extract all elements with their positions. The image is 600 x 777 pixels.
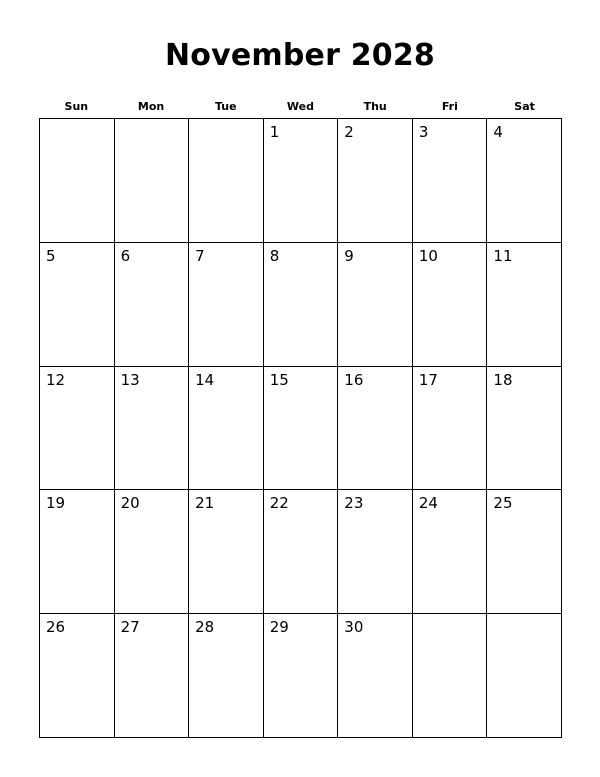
day-number: 17 — [418, 370, 438, 389]
day-cell[interactable] — [338, 490, 413, 614]
day-number: 21 — [195, 494, 215, 513]
day-number: 1 — [269, 123, 280, 141]
calendar-title: November 2028 — [164, 38, 436, 73]
day-cell[interactable] — [264, 367, 339, 491]
day-cell[interactable] — [338, 243, 413, 367]
day-cell[interactable] — [264, 119, 339, 243]
day-cell[interactable] — [487, 614, 562, 738]
weekday-sun: Sun — [64, 100, 89, 113]
calendar-grid — [39, 118, 562, 738]
day-number: 20 — [120, 494, 140, 513]
day-number: 28 — [195, 618, 215, 637]
day-cell[interactable] — [413, 243, 488, 367]
weekday-header-row — [39, 100, 562, 116]
day-cell[interactable] — [264, 243, 339, 367]
day-number: 9 — [344, 246, 354, 265]
day-number: 23 — [344, 494, 364, 513]
day-cell[interactable] — [189, 367, 264, 491]
weekday-tue: Tue — [214, 100, 237, 113]
day-number: 15 — [269, 370, 289, 389]
day-number: 3 — [418, 123, 429, 141]
day-cell[interactable] — [487, 490, 562, 614]
day-number: 16 — [344, 370, 364, 389]
day-cell[interactable] — [115, 243, 190, 367]
day-cell[interactable] — [338, 367, 413, 491]
day-cell[interactable] — [115, 614, 190, 738]
day-cell[interactable] — [40, 614, 115, 738]
day-number: 4 — [493, 123, 503, 141]
day-number: 14 — [195, 370, 215, 389]
day-number: 22 — [269, 494, 289, 513]
day-cell[interactable] — [413, 367, 488, 491]
day-number: 29 — [269, 618, 289, 637]
day-number: 7 — [195, 246, 205, 265]
day-number: 2 — [344, 123, 354, 141]
day-number: 12 — [46, 370, 66, 389]
day-number: 25 — [493, 494, 513, 513]
weekday-fri: Fri — [441, 100, 458, 113]
day-cell[interactable] — [413, 614, 488, 738]
day-cell[interactable] — [189, 119, 264, 243]
day-cell[interactable] — [189, 490, 264, 614]
day-cell[interactable] — [40, 490, 115, 614]
day-number: 18 — [493, 370, 513, 389]
day-cell[interactable] — [413, 490, 488, 614]
day-number: 30 — [344, 618, 364, 637]
day-number: 19 — [46, 494, 66, 513]
day-cell[interactable] — [487, 119, 562, 243]
weekday-thu: Thu — [363, 100, 387, 113]
day-cell[interactable] — [487, 243, 562, 367]
day-number: 8 — [269, 246, 280, 265]
day-number: 27 — [120, 618, 140, 637]
weekday-mon: Mon — [137, 100, 165, 113]
day-cell[interactable] — [264, 490, 339, 614]
day-cell[interactable] — [338, 614, 413, 738]
day-number: 6 — [120, 246, 131, 265]
day-cell[interactable] — [264, 614, 339, 738]
day-cell[interactable] — [189, 614, 264, 738]
day-number: 11 — [493, 246, 513, 265]
day-cell[interactable] — [115, 367, 190, 491]
weekday-sat: Sat — [514, 100, 535, 113]
day-number: 5 — [46, 246, 56, 265]
day-cell[interactable] — [40, 367, 115, 491]
day-number: 26 — [46, 618, 66, 637]
day-number: 13 — [120, 370, 140, 389]
day-cell[interactable] — [189, 243, 264, 367]
day-cell[interactable] — [338, 119, 413, 243]
day-cell[interactable] — [115, 490, 190, 614]
day-cell[interactable] — [115, 119, 190, 243]
day-cell[interactable] — [487, 367, 562, 491]
day-cell[interactable] — [40, 243, 115, 367]
day-number: 24 — [418, 494, 438, 513]
day-cell[interactable] — [40, 119, 115, 243]
weekday-wed: Wed — [286, 100, 314, 113]
day-number: 10 — [418, 246, 438, 265]
day-cell[interactable] — [413, 119, 488, 243]
